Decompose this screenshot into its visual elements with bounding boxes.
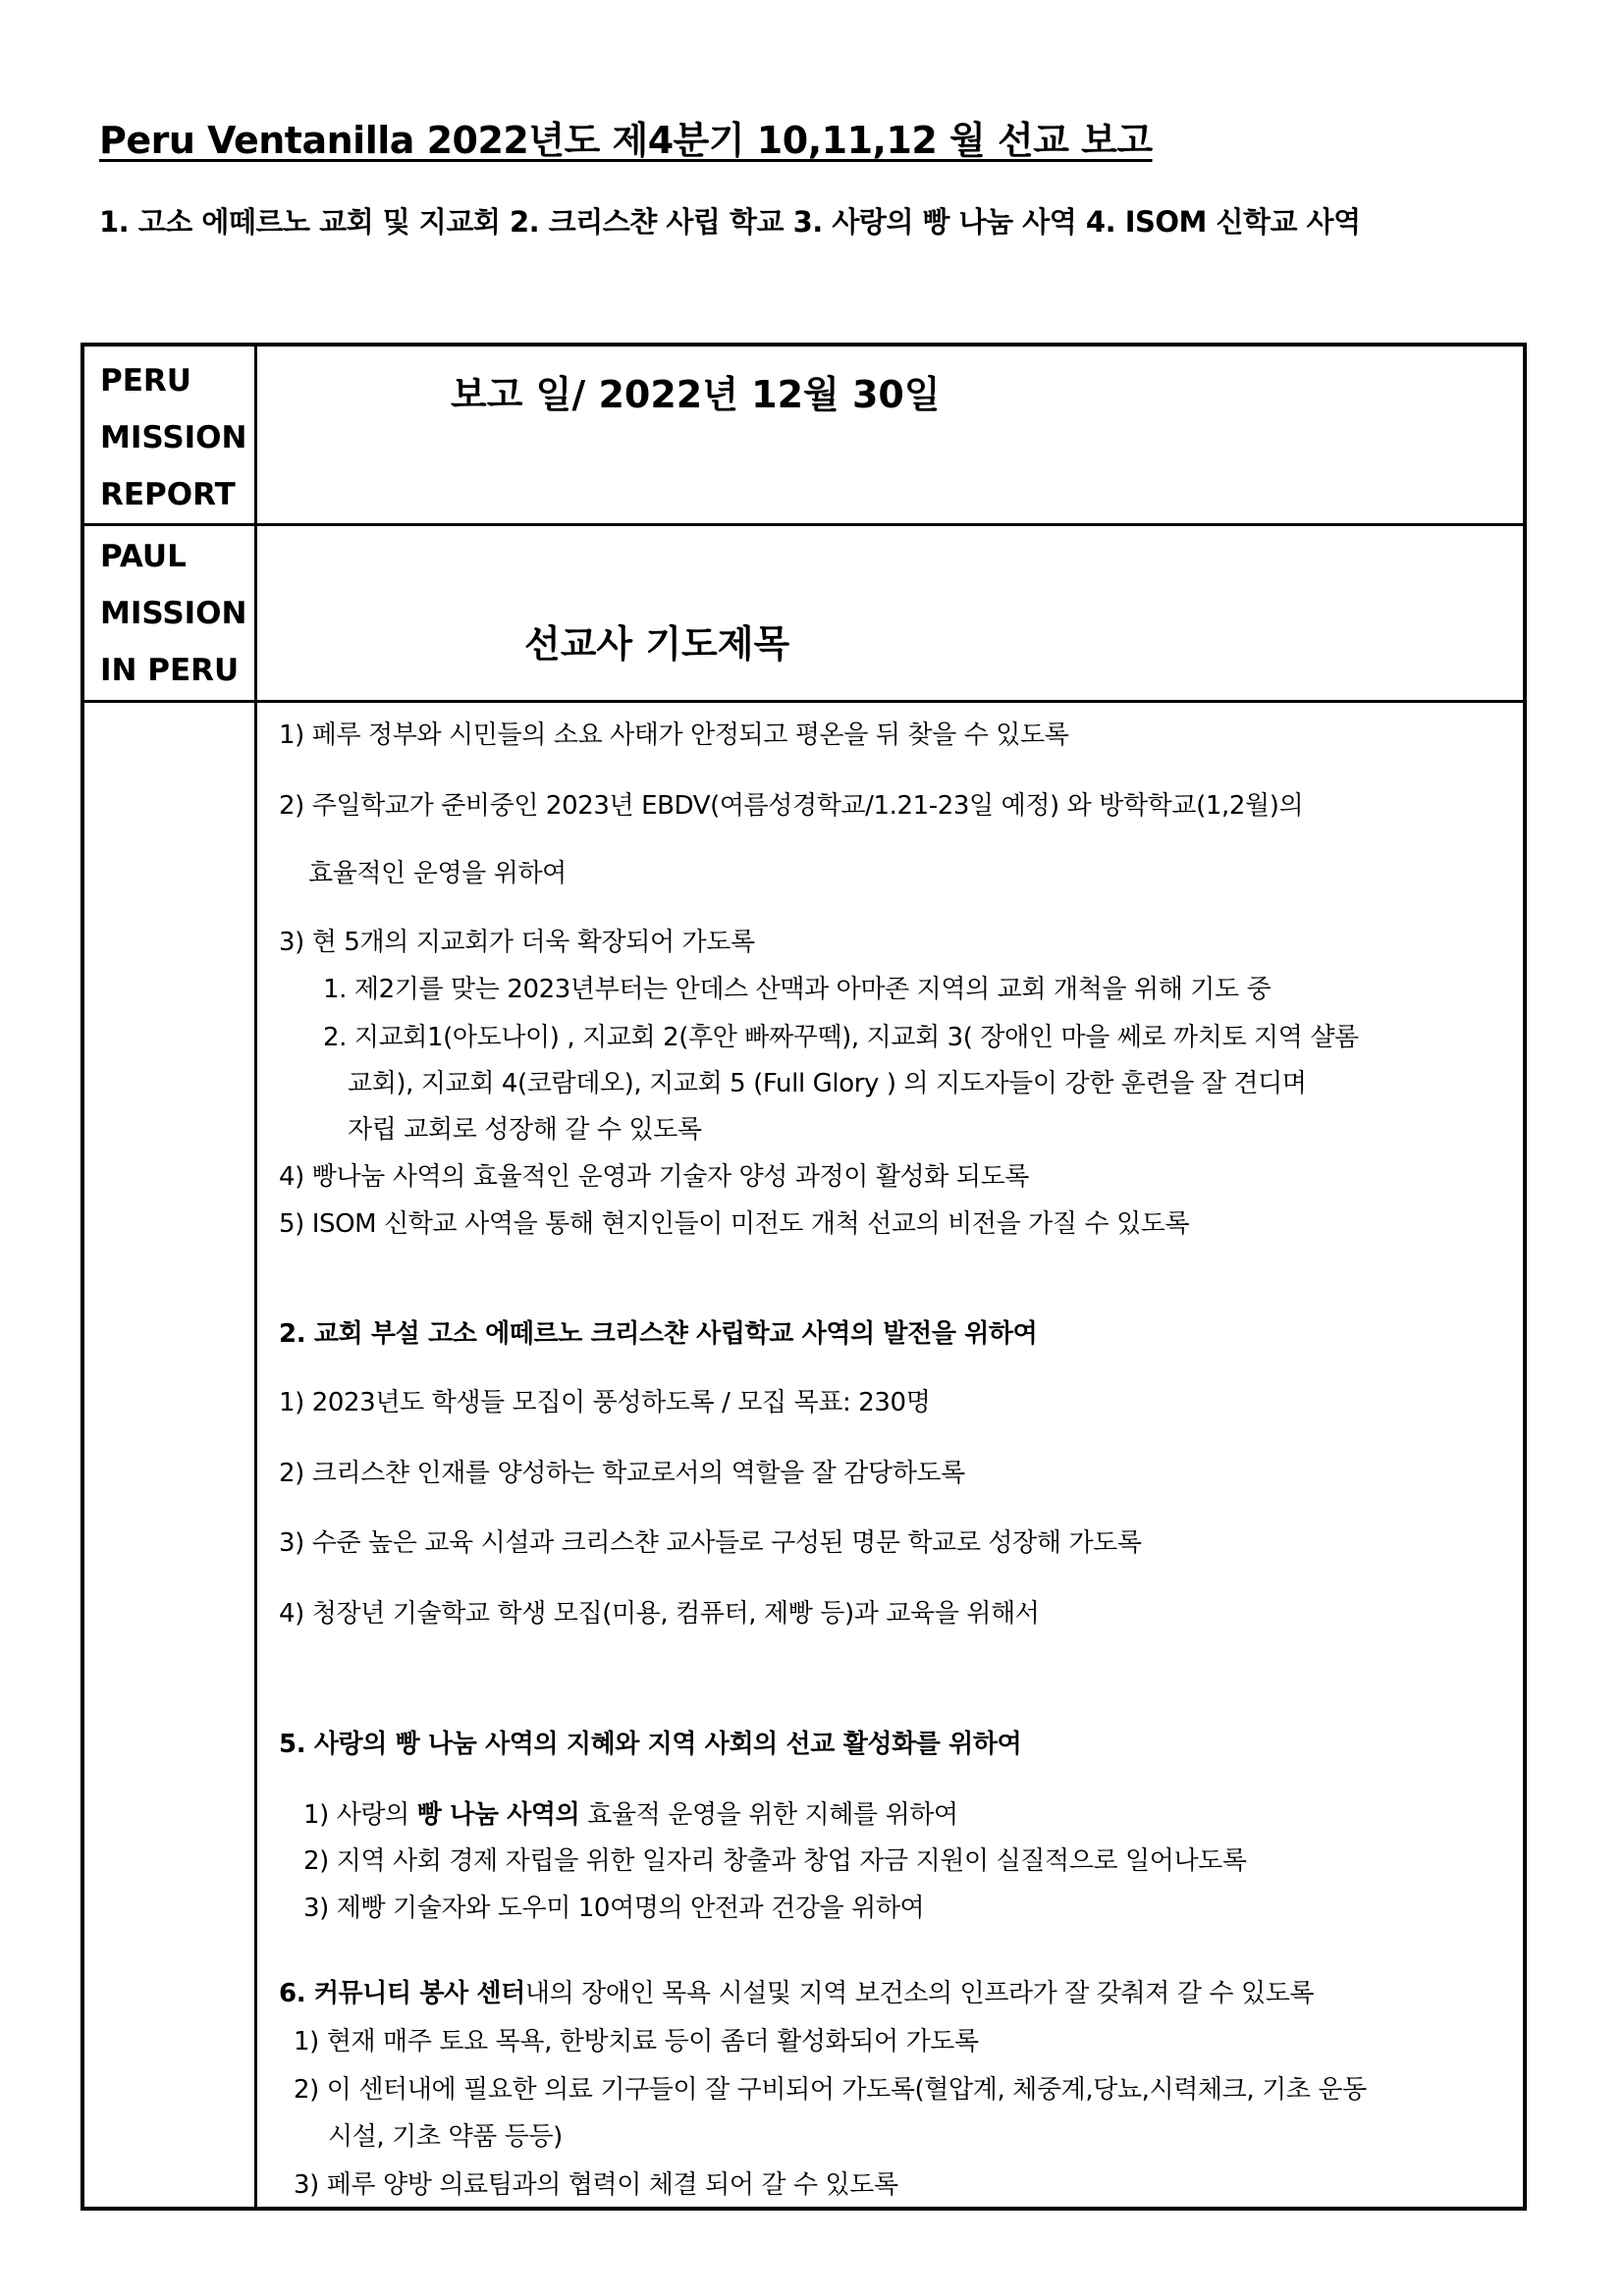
list-item: 3) 페루 양방 의료팀과의 협력이 체결 되어 갈 수 있도록 (294, 2170, 898, 2200)
list-item: 1) 현재 매주 토요 목욕, 한방치료 등이 좀더 활성화되어 가도록 (294, 2027, 979, 2056)
list-item: 4) 빵나눔 사역의 효율적인 운영과 기술자 양성 과정이 활성화 되도록 (279, 1162, 1030, 1192)
section-heading: 6. 커뮤니티 봉사 센터내의 장애인 목욕 시설및 지역 보건소의 인프라가 잘 갖춰져 갈 수 있도록 (279, 1979, 1315, 2008)
list-item: 1) 페루 정부와 시민들의 소요 사태가 안정되고 평온을 뒤 찾을 수 있도록 (279, 721, 1069, 750)
list-item: 3) 제빵 기술자와 도우미 10여명의 안전과 건강을 위하여 (303, 1894, 925, 1923)
section-heading: 2. 교회 부설 고소 에떼르노 크리스챤 사립학교 사역의 발전을 위하여 (279, 1319, 1038, 1349)
list-item: 2) 크리스챤 인재를 양성하는 학교로서의 역할을 잘 감당하도록 (279, 1459, 965, 1488)
list-item: 2) 주일학교가 준비중인 2023년 EBDV(여름성경학교/1.21-23일 예정) 와 방학학교(1,2월)의 (279, 791, 1304, 821)
list-item: 2) 이 센터내에 필요한 의료 기구들이 잘 구비되어 가도록(혈압계, 체중계,당뇨,시력체크, 기초 운동 (294, 2075, 1367, 2105)
list-item: 3) 현 5개의 지교회가 더욱 확장되어 가도록 (279, 928, 755, 957)
report-table (81, 343, 1527, 2211)
list-item: 1. 제2기를 맞는 2023년부터는 안데스 산맥과 아마존 지역의 교회 개척을 위해 기도 중 (323, 975, 1272, 1004)
list-item: 3) 수준 높은 교육 시설과 크리스챤 교사들로 구성된 명문 학교로 성장해 가도록 (279, 1528, 1142, 1558)
list-item: 시설, 기초 약품 등등) (328, 2122, 563, 2152)
page-title: Peru Ventanilla 2022년도 제4분기 10,11,12 월 선교 보고 (99, 119, 1153, 162)
list-item: 자립 교회로 성장해 갈 수 있도록 (348, 1115, 702, 1145)
list-item: 4) 청장년 기술학교 학생 모집(미용, 컴퓨터, 제빵 등)과 교육을 위해서 (279, 1599, 1040, 1629)
ministry-list: 1. 고소 에떼르노 교회 및 지교회 2. 크리스챤 사립 학교 3. 사랑의 빵 나눔 사역 4. ISOM 신학교 사역 (99, 205, 1361, 239)
row-label-report: PERU MISSION REPORT (100, 363, 247, 512)
row-divider (84, 700, 1523, 703)
list-item: 5) ISOM 신학교 사역을 통해 현지인들이 미전도 개척 선교의 비전을 가질 수 있도록 (279, 1209, 1190, 1239)
section-heading: 5. 사랑의 빵 나눔 사역의 지혜와 지역 사회의 선교 활성화를 위하여 (279, 1730, 1022, 1759)
list-item: 2. 지교회1(아도나이) , 지교회 2(후안 빠짜꾸떽), 지교회 3( 장애인 마을 쎄로 까치토 지역 샬롬 (323, 1023, 1359, 1052)
row-divider (84, 523, 1523, 526)
list-item: 2) 지역 사회 경제 자립을 위한 일자리 창출과 창업 자금 지원이 실질적으로 일어나도록 (303, 1846, 1247, 1876)
list-item: 1) 2023년도 학생들 모집이 풍성하도록 / 모집 목표: 230명 (279, 1388, 931, 1417)
row-label-mission: PAUL MISSION IN PERU (100, 539, 247, 688)
list-item: 1) 사랑의 빵 나눔 사역의 효율적 운영을 위한 지혜를 위하여 (303, 1800, 958, 1830)
report-date: 보고 일/ 2022년 12월 30일 (451, 373, 941, 416)
list-item: 효율적인 운영을 위하여 (308, 859, 567, 888)
prayer-title: 선교사 기도제목 (524, 622, 790, 666)
list-item: 교회), 지교회 4(코람데오), 지교회 5 (Full Glory ) 의 지도자들이 강한 훈련을 잘 견디며 (348, 1069, 1307, 1098)
column-divider (254, 347, 257, 2207)
